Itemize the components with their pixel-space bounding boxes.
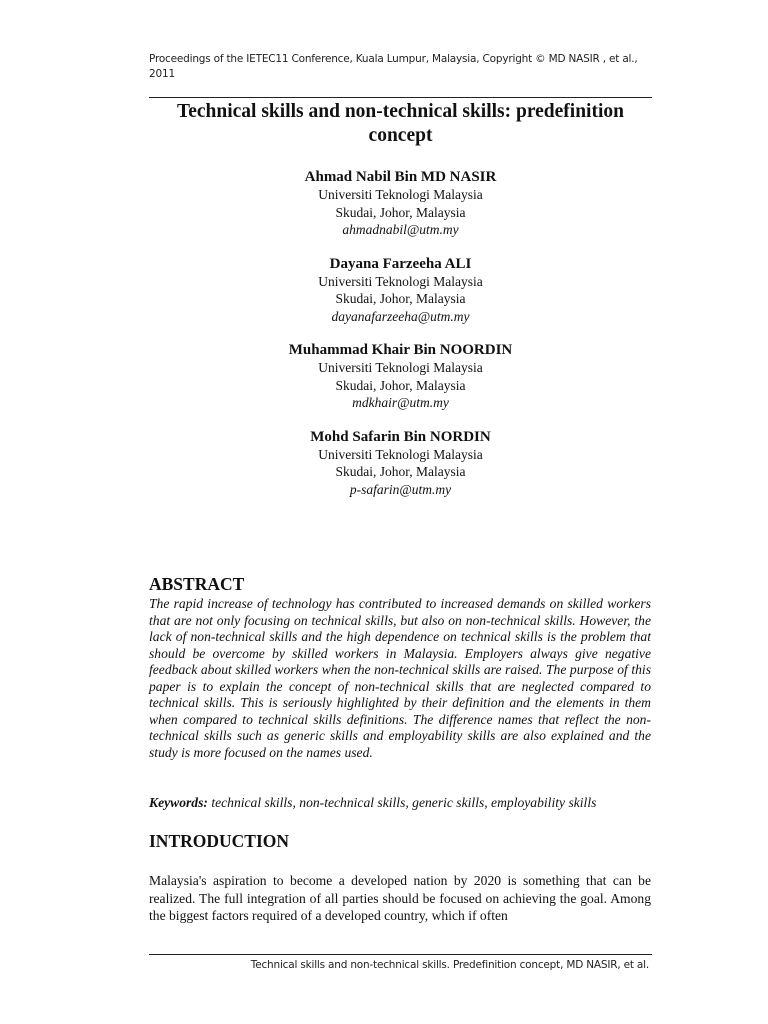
author-block (149, 341, 652, 412)
author-email[interactable]: ahmadnabil@utm.my (342, 222, 459, 237)
introduction-text: Malaysia's aspiration to become a developed nation by 2020 is something that can be realized. The full integration of all parties should be focused on achieving the goal. Among the biggest factors required of a developed country, which if often (149, 873, 651, 923)
keywords-label: Keywords: (149, 795, 208, 810)
author-name: Dayana Farzeeha ALI (329, 255, 472, 272)
author-block (149, 168, 652, 239)
author-block (149, 428, 652, 499)
abstract-text: The rapid increase of technology has contributed to increased demands on skilled workers that are not only focusing on technical skills, but also on non-technical skills. However, the lack of non-technical skills and the high dependence on technical skills is the problem that should be overcome by skilled workers in Malaysia. Employers always give negative feedback about skilled workers when the non-technical skills are raised. The purpose of this paper is to explain the concept of non-technical skills that are neglected compared to technical skills. This is seriously highlighted by their definition and the elements in them when compared to technical skills definitions. The difference names that reflect the non-technical skills such as generic skills and employability skills are also explained and the study is more focused on the names used. (149, 596, 651, 760)
page-footer: Technical skills and non-technical skills. Predefinition concept, MD NASIR, et al. (250, 959, 649, 971)
paper-title: Technical skills and non-technical skills: predefinition concept (177, 101, 624, 146)
author-name: Muhammad Khair Bin NOORDIN (288, 342, 513, 358)
author-address: Skudai, Johor, Malaysia (335, 291, 466, 306)
author-affiliation: Universiti Teknologi Malaysia (318, 187, 483, 202)
abstract-heading: ABSTRACT (149, 574, 245, 594)
keywords-line (149, 794, 669, 811)
author-email[interactable]: p-safarin@utm.my (349, 481, 452, 497)
author-affiliation: Universiti Teknologi Malaysia (318, 446, 483, 462)
proceedings-header: Proceedings of the IETEC11 Conference, Kuala Lumpur, Malaysia, Copyright © MD NASIR , et al., 2011 (149, 53, 638, 80)
header-rule (149, 97, 652, 98)
author-list (149, 168, 652, 514)
author-name: Ahmad Nabil Bin MD NASIR (304, 169, 497, 185)
author-address: Skudai, Johor, Malaysia (335, 204, 466, 220)
footer-rule (149, 954, 652, 955)
author-email[interactable]: dayanafarzeeha@utm.my (331, 308, 470, 324)
introduction-heading: INTRODUCTION (149, 831, 290, 851)
author-address: Skudai, Johor, Malaysia (335, 377, 466, 393)
author-affiliation: Universiti Teknologi Malaysia (318, 360, 483, 375)
author-email[interactable]: mdkhair@utm.my (352, 395, 449, 410)
author-address: Skudai, Johor, Malaysia (335, 464, 466, 479)
author-block (149, 255, 652, 326)
keywords-text: technical skills, non-technical skills, generic skills, employability skills (211, 795, 597, 810)
author-name: Mohd Safarin Bin NORDIN (310, 428, 491, 445)
author-affiliation: Universiti Teknologi Malaysia (318, 273, 483, 289)
